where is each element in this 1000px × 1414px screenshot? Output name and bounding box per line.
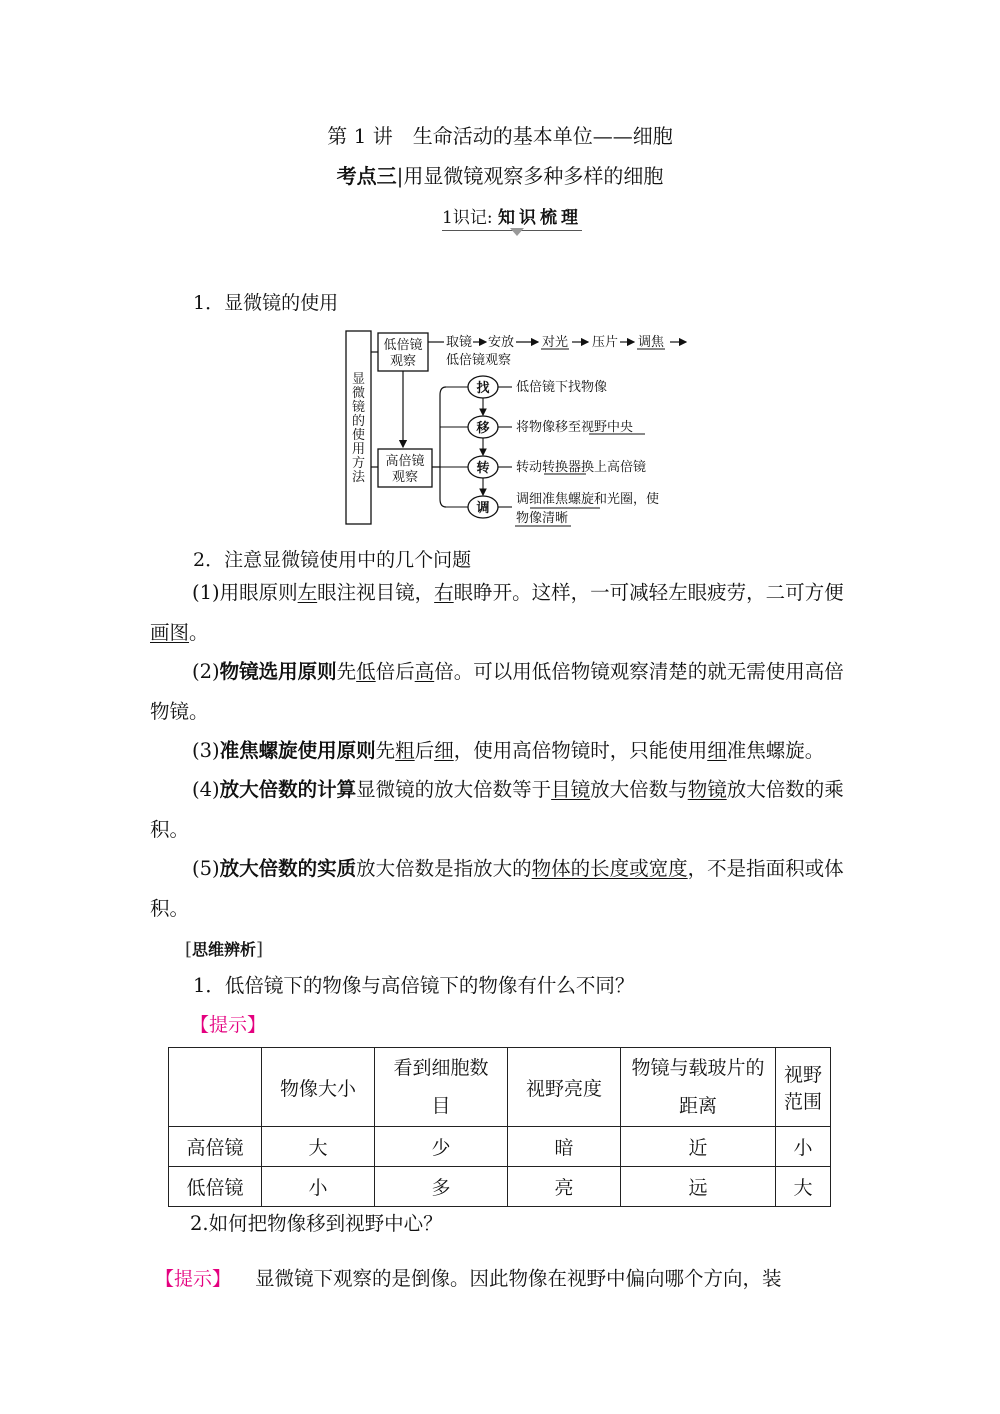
step-key: 找: [476, 381, 490, 396]
side-char: 微: [351, 386, 366, 401]
table-cell: 多: [375, 1167, 508, 1207]
side-char: 法: [351, 470, 366, 485]
term: 物镜选用原则: [219, 660, 337, 683]
low-box-line2: 观察: [389, 354, 417, 369]
paragraph-magnification-calc: [150, 770, 850, 850]
answer-fine-2: 细: [707, 739, 727, 762]
thinking-label-text: 思维辨析: [192, 940, 257, 959]
table-row: [169, 1127, 831, 1167]
microscope-usage-diagram: [340, 325, 700, 530]
table-header-cell: 物镜与载玻片的距离: [621, 1048, 776, 1127]
answer-high: 高: [414, 660, 435, 683]
hint-2-text: 显微镜下观察的是倒像。因此物像在视野中偏向哪个方向，装: [255, 1267, 782, 1290]
paragraph-eye-principle: [150, 573, 850, 653]
table-header-cell: [169, 1048, 262, 1127]
low-power-flow: [446, 334, 686, 368]
paragraph-focus-principle: [150, 731, 850, 771]
text: ，不是指面积或体积。: [150, 857, 844, 920]
step-desc: 将物像移至视野中央: [516, 420, 634, 435]
answer-eyepiece: 目镜: [551, 778, 591, 801]
hint-2-label: 【提示】: [155, 1268, 232, 1290]
step-key: 移: [476, 421, 490, 436]
hint-label: 【提示】: [190, 1014, 267, 1036]
step-adjust: [468, 491, 659, 526]
table-cell: 低倍镜: [169, 1167, 262, 1207]
text: 眼睁开。这样，一可减轻左眼疲劳，二可方便: [453, 581, 844, 604]
text: 倍后: [375, 660, 415, 683]
answer-fine: 细: [434, 739, 454, 762]
comparison-table: [168, 1047, 831, 1207]
text: (2): [192, 660, 220, 683]
step-find: [468, 376, 607, 398]
section-1-title: 1．显微镜的使用: [193, 292, 339, 314]
term: 放大倍数的计算: [219, 778, 357, 801]
text: 。: [189, 621, 209, 644]
table-row: [169, 1167, 831, 1207]
table-header-cell: 视野亮度: [508, 1048, 621, 1127]
flow-step: 调焦: [638, 335, 665, 350]
table-cell: 小: [776, 1127, 831, 1167]
section-2-title: 2．注意显微镜使用中的几个问题: [193, 549, 472, 571]
hint-2: [155, 1263, 782, 1291]
side-char: 方: [351, 456, 366, 471]
term: 准焦螺旋使用原则: [219, 739, 376, 762]
table-cell: 近: [621, 1127, 776, 1167]
section-marker-icon: [510, 228, 524, 236]
section-title: 知识梳理: [497, 208, 582, 228]
side-char: 的: [351, 414, 366, 429]
text: (1)用眼原则: [192, 581, 298, 604]
table-cell: 大: [776, 1167, 831, 1207]
table-cell: 小: [262, 1167, 375, 1207]
topic-prefix: 考点三: [336, 164, 397, 188]
flow-step: 安放: [488, 335, 515, 350]
step-key: 调: [476, 501, 490, 516]
answer-objective: 物镜: [687, 778, 727, 801]
table-cell: 高倍镜: [169, 1127, 262, 1167]
step-key: 转: [476, 461, 490, 476]
flow-step: 压片: [592, 335, 619, 350]
table-header-row: [169, 1048, 831, 1127]
high-box-line2: 观察: [391, 470, 419, 485]
answer-left: 左: [297, 581, 318, 604]
side-char: 使: [351, 428, 366, 443]
table-header-cell: 物像大小: [262, 1048, 375, 1127]
table-cell: 远: [621, 1167, 776, 1207]
answer-right: 右: [434, 581, 454, 604]
thinking-label: [思维辨析]: [185, 939, 264, 960]
answer-length-width: 物体的长度或宽度: [531, 857, 688, 880]
section-label: [442, 203, 582, 231]
text: (5): [192, 857, 220, 880]
text: 后: [414, 739, 435, 762]
paragraph-magnification-essence: [150, 849, 850, 929]
text: 放大倍数与: [590, 778, 688, 801]
question-2: 2.如何把物像移到视野中心？: [190, 1212, 443, 1235]
paragraph-objective-principle: [150, 652, 850, 732]
topic-separator: |: [396, 164, 404, 188]
text: ，使用高倍物镜时，只能使用: [453, 739, 708, 762]
table-cell: 少: [375, 1127, 508, 1167]
side-char: 显: [351, 372, 366, 387]
text: (3): [192, 739, 220, 762]
topic-heading: [0, 160, 1000, 189]
text: 先: [336, 660, 357, 683]
step-desc: 低倍镜下找物像: [516, 380, 608, 395]
text: 先: [375, 739, 396, 762]
flow-step: 取镜: [446, 335, 473, 350]
table-header-cell: 看到细胞数目: [375, 1048, 508, 1127]
question-1: 1．低倍镜下的物像与高倍镜下的物像有什么不同？: [193, 974, 635, 997]
low-box-line1: 低倍镜: [383, 338, 423, 353]
answer-coarse: 粗: [395, 739, 415, 762]
table-cell: 大: [262, 1127, 375, 1167]
answer-low: 低: [356, 660, 376, 683]
lecture-title: 第 1 讲 生命活动的基本单位——细胞: [327, 124, 673, 148]
text: (4): [192, 778, 220, 801]
step-desc: 调细准焦螺旋和光圈，使: [516, 492, 660, 507]
step-desc-2: 物像清晰: [516, 511, 569, 526]
high-box-line1: 高倍镜: [385, 454, 425, 469]
answer-draw: 画图: [150, 621, 190, 644]
flow-step: 对光: [542, 335, 569, 350]
section-prefix: 1识记:: [442, 208, 493, 228]
text: 眼注视目镜，: [317, 581, 435, 604]
step-turn: [468, 456, 646, 478]
table-header-cell: 视野范围: [776, 1048, 831, 1127]
side-label: [352, 372, 366, 485]
text: 准焦螺旋。: [726, 739, 825, 762]
topic-title: 用显微镜观察多种多样的细胞: [403, 164, 664, 188]
side-char: 用: [351, 442, 366, 457]
step-move: [468, 416, 645, 438]
text: 放大倍数是指放大的: [356, 857, 532, 880]
text: 显微镜的放大倍数等于: [356, 778, 552, 801]
table-cell: 亮: [508, 1167, 621, 1207]
table-cell: 暗: [508, 1127, 621, 1167]
text: 放大倍数的乘积。: [150, 778, 844, 841]
term: 放大倍数的实质: [219, 857, 357, 880]
flow-end: 低倍镜观察: [446, 353, 512, 368]
step-desc: 转动转换器换上高倍镜: [516, 460, 647, 475]
text: 倍。可以用低倍物镜观察清楚的就无需使用高倍物镜。: [150, 660, 844, 723]
side-char: 镜: [351, 400, 366, 415]
